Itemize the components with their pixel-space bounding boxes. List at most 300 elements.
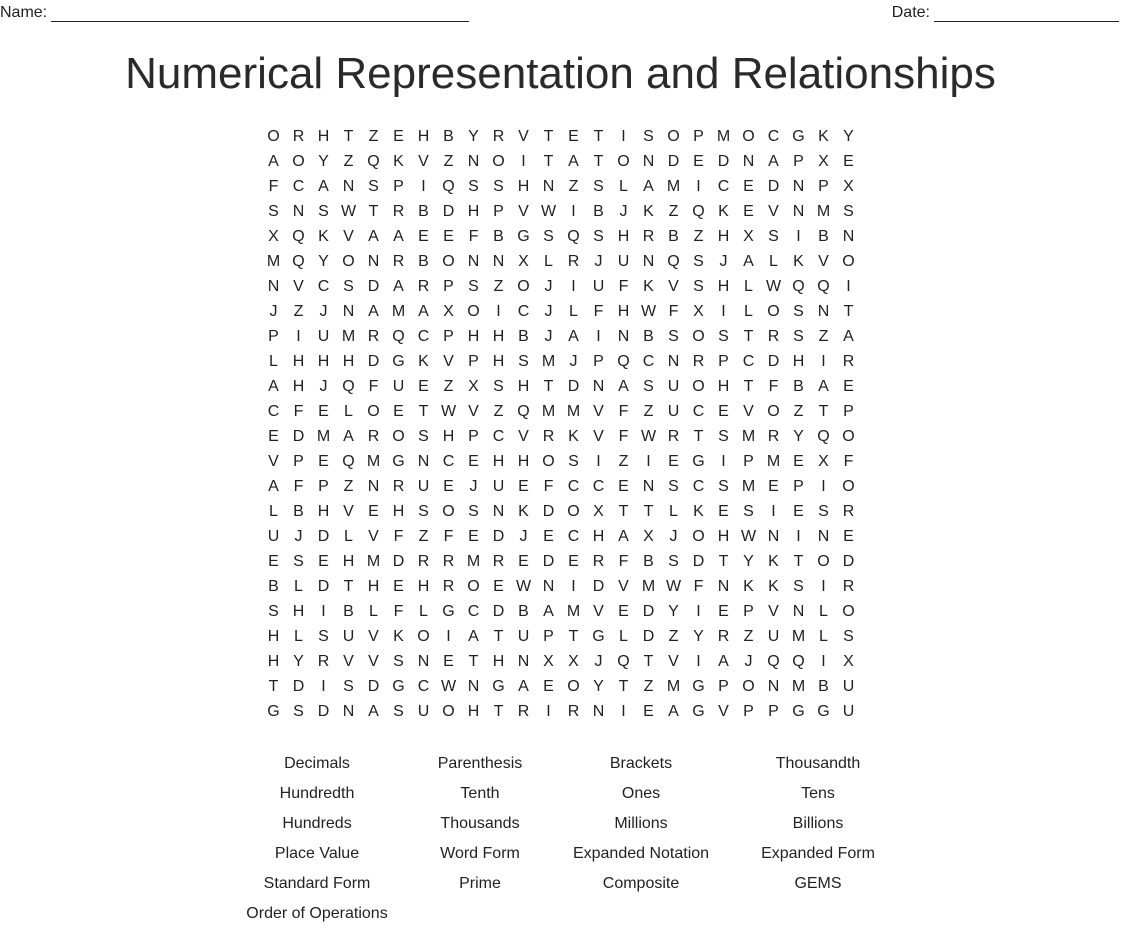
grid-letter: J [619,203,628,220]
grid-letter: X [843,178,854,195]
word-bank-item: Brackets [609,755,673,772]
grid-letter: H [617,228,630,245]
grid-letter: P [468,353,479,370]
grid-row [261,199,861,224]
grid-letter: C [692,403,705,420]
grid-letter: N [767,678,780,695]
grid-letter: H [517,178,530,195]
grid-letter: E [393,403,404,420]
grid-letter: X [818,153,829,170]
grid-row [261,149,861,174]
grid-letter: U [592,278,605,295]
grid-letter: J [469,478,478,495]
word-bank-item: Thousandth [775,755,861,772]
grid-row [261,324,861,349]
grid-letter: T [718,553,729,570]
grid-letter: R [567,703,580,720]
grid-letter: D [642,603,655,620]
grid-letter: A [343,428,354,445]
grid-letter: D [367,678,380,695]
grid-row [261,349,861,374]
grid-letter: S [818,503,829,520]
grid-letter: J [594,253,603,270]
grid-letter: F [293,478,304,495]
grid-letter: I [646,453,651,470]
grid-letter: A [568,328,579,345]
grid-letter: C [717,178,730,195]
grid-letter: I [846,278,851,295]
grid-letter: E [543,528,554,545]
grid-letter: N [417,653,430,670]
grid-letter: C [492,428,505,445]
grid-letter: F [368,378,379,395]
word-bank-item: Ones [621,785,661,802]
grid-letter: R [417,553,430,570]
word-bank-item: Thousands [440,815,520,832]
grid-letter: T [643,653,654,670]
grid-letter: U [342,628,355,645]
grid-letter: H [592,528,605,545]
grid-letter: I [546,703,551,720]
grid-letter: V [743,403,754,420]
grid-letter: U [417,478,430,495]
grid-letter: H [617,303,630,320]
grid-letter: F [543,478,554,495]
grid-row [261,424,861,449]
grid-row [261,474,861,499]
grid-letter: P [443,328,454,345]
grid-letter: L [294,628,303,645]
grid-letter: Q [617,353,630,370]
grid-letter: Z [818,328,829,345]
grid-letter: S [343,678,354,695]
grid-letter: E [443,478,454,495]
grid-letter: A [818,378,829,395]
grid-letter: F [618,553,629,570]
grid-letter: N [817,528,830,545]
grid-letter: A [368,703,379,720]
grid-letter: E [418,228,429,245]
grid-letter: N [642,253,655,270]
grid-letter: N [342,703,355,720]
grid-letter: M [766,453,781,470]
grid-row [261,124,861,149]
grid-letter: W [440,678,457,695]
grid-letter: Z [343,153,354,170]
grid-letter: O [292,153,305,170]
grid-letter: C [267,403,280,420]
grid-letter: U [667,403,680,420]
grid-letter: P [818,178,829,195]
grid-letter: A [368,228,379,245]
grid-letter: R [392,478,405,495]
grid-letter: T [368,203,379,220]
grid-letter: O [692,528,705,545]
grid-letter: D [717,153,730,170]
grid-letter: S [568,453,579,470]
grid-letter: E [718,603,729,620]
grid-letter: X [518,253,529,270]
grid-letter: H [367,578,380,595]
grid-letter: Z [793,403,804,420]
grid-letter: C [467,603,480,620]
grid-letter: S [768,228,779,245]
grid-letter: W [515,578,532,595]
grid-letter: Y [293,653,304,670]
grid-letter: E [718,403,729,420]
grid-letter: D [317,578,330,595]
grid-row [261,574,861,599]
grid-letter: A [718,653,729,670]
grid-letter: M [741,478,756,495]
grid-letter: N [792,603,805,620]
grid-letter: X [593,503,604,520]
grid-letter: L [619,628,628,645]
grid-letter: Q [292,228,305,245]
grid-letter: M [716,128,731,145]
grid-letter: D [842,553,855,570]
grid-letter: H [267,628,280,645]
grid-letter: M [666,178,681,195]
grid-letter: C [767,128,780,145]
grid-letter: N [542,578,555,595]
grid-letter: K [693,503,704,520]
grid-letter: I [321,603,326,620]
grid-letter: J [719,253,728,270]
grid-letter: H [392,503,405,520]
grid-letter: I [796,528,801,545]
grid-letter: M [816,203,831,220]
grid-letter: T [618,503,629,520]
grid-letter: K [818,128,829,145]
grid-letter: Z [293,303,304,320]
grid-letter: I [446,628,451,645]
grid-letter: V [768,603,779,620]
grid-letter: X [468,378,479,395]
grid-letter: V [468,403,479,420]
grid-row [261,499,861,524]
grid-letter: D [292,678,305,695]
grid-letter: H [492,653,505,670]
grid-letter: T [843,303,854,320]
grid-letter: M [741,428,756,445]
grid-letter: G [692,703,705,720]
grid-letter: B [493,228,504,245]
grid-letter: V [418,153,429,170]
grid-letter: B [818,228,829,245]
grid-letter: S [643,378,654,395]
grid-letter: F [618,403,629,420]
grid-letter: Y [593,678,604,695]
word-bank-item: Parenthesis [437,755,523,772]
grid-letter: H [717,278,730,295]
grid-letter: T [568,628,579,645]
grid-letter: R [367,428,380,445]
grid-letter: P [743,703,754,720]
grid-letter: P [793,478,804,495]
grid-letter: S [518,353,529,370]
word-bank-item: Expanded Form [761,845,875,862]
grid-letter: O [767,403,780,420]
grid-letter: Q [342,453,355,470]
grid-letter: L [819,628,828,645]
grid-letter: S [693,253,704,270]
grid-letter: E [618,603,629,620]
grid-letter: N [492,503,505,520]
grid-letter: H [792,353,805,370]
date-label: Date: [891,4,930,21]
grid-letter: F [843,453,854,470]
grid-letter: E [843,378,854,395]
grid-letter: A [468,628,479,645]
grid-letter: N [367,253,380,270]
grid-letter: A [518,678,529,695]
grid-letter: B [668,228,679,245]
grid-row [261,374,861,399]
grid-letter: O [692,378,705,395]
grid-letter: H [492,353,505,370]
grid-letter: E [618,478,629,495]
grid-letter: N [817,303,830,320]
grid-letter: T [643,503,654,520]
word-bank-item: Word Form [440,845,520,862]
grid-letter: A [418,303,429,320]
grid-letter: A [393,278,404,295]
grid-letter: B [418,203,429,220]
grid-letter: E [568,553,579,570]
grid-letter: D [592,578,605,595]
grid-letter: Z [643,403,654,420]
grid-letter: I [596,453,601,470]
grid-letter: J [294,528,303,545]
name-field[interactable] [0,4,469,22]
word-bank-item: Tenth [460,785,500,802]
grid-letter: M [791,678,806,695]
grid-letter: E [493,578,504,595]
grid-letter: D [542,503,555,520]
grid-letter: R [317,653,330,670]
grid-letter: G [392,353,405,370]
grid-letter: X [743,228,754,245]
grid-letter: N [617,328,630,345]
grid-letter: K [718,203,729,220]
grid-letter: J [544,278,553,295]
grid-letter: U [617,253,630,270]
word-bank-item: Decimals [284,755,350,772]
grid-letter: A [768,153,779,170]
grid-letter: P [293,453,304,470]
grid-letter: B [518,328,529,345]
grid-letter: D [492,603,505,620]
grid-letter: Y [668,603,679,620]
grid-letter: S [668,328,679,345]
grid-letter: L [419,603,428,620]
grid-letter: E [668,453,679,470]
grid-letter: Z [743,628,754,645]
grid-letter: V [593,403,604,420]
grid-letter: E [843,153,854,170]
grid-letter: F [593,303,604,320]
grid-letter: S [343,278,354,295]
grid-letter: T [693,428,704,445]
grid-letter: V [368,628,379,645]
grid-letter: Q [442,178,455,195]
grid-letter: S [843,203,854,220]
grid-letter: C [317,278,330,295]
grid-letter: R [642,228,655,245]
grid-letter: S [643,128,654,145]
grid-letter: R [367,328,380,345]
word-bank-item: Order of Operations [246,905,388,922]
word-bank-item: Millions [614,815,668,832]
grid-letter: Y [793,428,804,445]
grid-letter: K [318,228,329,245]
grid-letter: U [767,628,780,645]
grid-letter: H [492,328,505,345]
grid-letter: E [318,453,329,470]
grid-letter: I [496,303,501,320]
grid-letter: L [294,578,303,595]
grid-letter: V [368,653,379,670]
grid-letter: N [467,153,480,170]
grid-letter: T [268,678,279,695]
grid-letter: D [492,528,505,545]
grid-letter: H [467,203,480,220]
grid-letter: F [393,528,404,545]
grid-letter: G [517,228,530,245]
grid-letter: O [442,503,455,520]
grid-letter: X [843,653,854,670]
grid-letter: A [568,153,579,170]
word-bank-item: Composite [602,875,680,892]
grid-letter: T [743,328,754,345]
grid-letter: D [767,353,780,370]
grid-letter: P [793,153,804,170]
grid-letter: Q [617,653,630,670]
name-blank-line[interactable] [51,21,469,22]
grid-letter: E [518,553,529,570]
grid-letter: W [765,278,782,295]
grid-letter: H [467,703,480,720]
grid-letter: V [443,353,454,370]
grid-letter: E [743,203,754,220]
grid-letter: S [793,328,804,345]
grid-letter: I [421,178,426,195]
grid-letter: F [293,403,304,420]
grid-letter: M [341,328,356,345]
grid-letter: O [692,328,705,345]
grid-letter: B [818,678,829,695]
grid-letter: Z [618,453,629,470]
grid-letter: H [317,128,330,145]
grid-letter: S [468,503,479,520]
grid-letter: Q [692,203,705,220]
grid-letter: C [417,328,430,345]
grid-letter: R [717,628,730,645]
grid-letter: N [342,178,355,195]
grid-letter: D [692,553,705,570]
grid-letter: I [821,478,826,495]
word-bank-item: Prime [459,875,501,892]
name-label: Name: [0,4,48,21]
grid-letter: V [343,503,354,520]
grid-letter: A [618,378,629,395]
grid-letter: T [543,378,554,395]
grid-letter: D [442,203,455,220]
grid-letter: P [743,603,754,620]
grid-letter: K [643,203,654,220]
grid-letter: H [317,353,330,370]
grid-letter: G [792,703,805,720]
grid-letter: T [793,553,804,570]
grid-letter: E [793,503,804,520]
grid-letter: W [540,203,557,220]
grid-letter: L [669,503,678,520]
grid-letter: S [493,378,504,395]
grid-letter: Q [367,153,380,170]
grid-letter: S [543,228,554,245]
grid-row [261,274,861,299]
grid-letter: S [268,203,279,220]
grid-letter: H [267,653,280,670]
grid-letter: L [744,303,753,320]
grid-letter: D [392,553,405,570]
grid-letter: A [743,253,754,270]
grid-letter: V [343,653,354,670]
grid-letter: M [791,628,806,645]
grid-letter: L [544,253,553,270]
grid-row [261,549,861,574]
grid-letter: N [767,528,780,545]
grid-letter: C [592,478,605,495]
grid-letter: P [393,178,404,195]
grid-letter: O [467,578,480,595]
grid-letter: K [793,253,804,270]
grid-letter: E [843,528,854,545]
grid-letter: S [593,178,604,195]
grid-letter: O [392,428,405,445]
grid-letter: O [667,128,680,145]
grid-row [261,224,861,249]
grid-letter: U [842,678,855,695]
grid-letter: S [468,178,479,195]
grid-letter: M [566,603,581,620]
grid-letter: O [417,628,430,645]
grid-letter: P [468,428,479,445]
grid-letter: L [344,403,353,420]
grid-letter: P [543,628,554,645]
grid-letter: I [571,203,576,220]
grid-letter: I [621,703,626,720]
grid-letter: W [665,578,682,595]
date-field[interactable] [892,4,1119,22]
grid-letter: W [640,428,657,445]
word-bank-item: Expanded Notation [572,845,710,862]
grid-letter: S [268,603,279,620]
grid-letter: U [517,628,530,645]
grid-row [261,299,861,324]
grid-letter: L [569,303,578,320]
grid-letter: M [641,578,656,595]
grid-letter: R [442,578,455,595]
grid-letter: R [842,503,855,520]
date-blank-line[interactable] [934,21,1119,22]
grid-letter: N [667,353,680,370]
grid-letter: E [268,553,279,570]
grid-letter: H [342,553,355,570]
grid-letter: B [293,503,304,520]
grid-letter: S [318,203,329,220]
